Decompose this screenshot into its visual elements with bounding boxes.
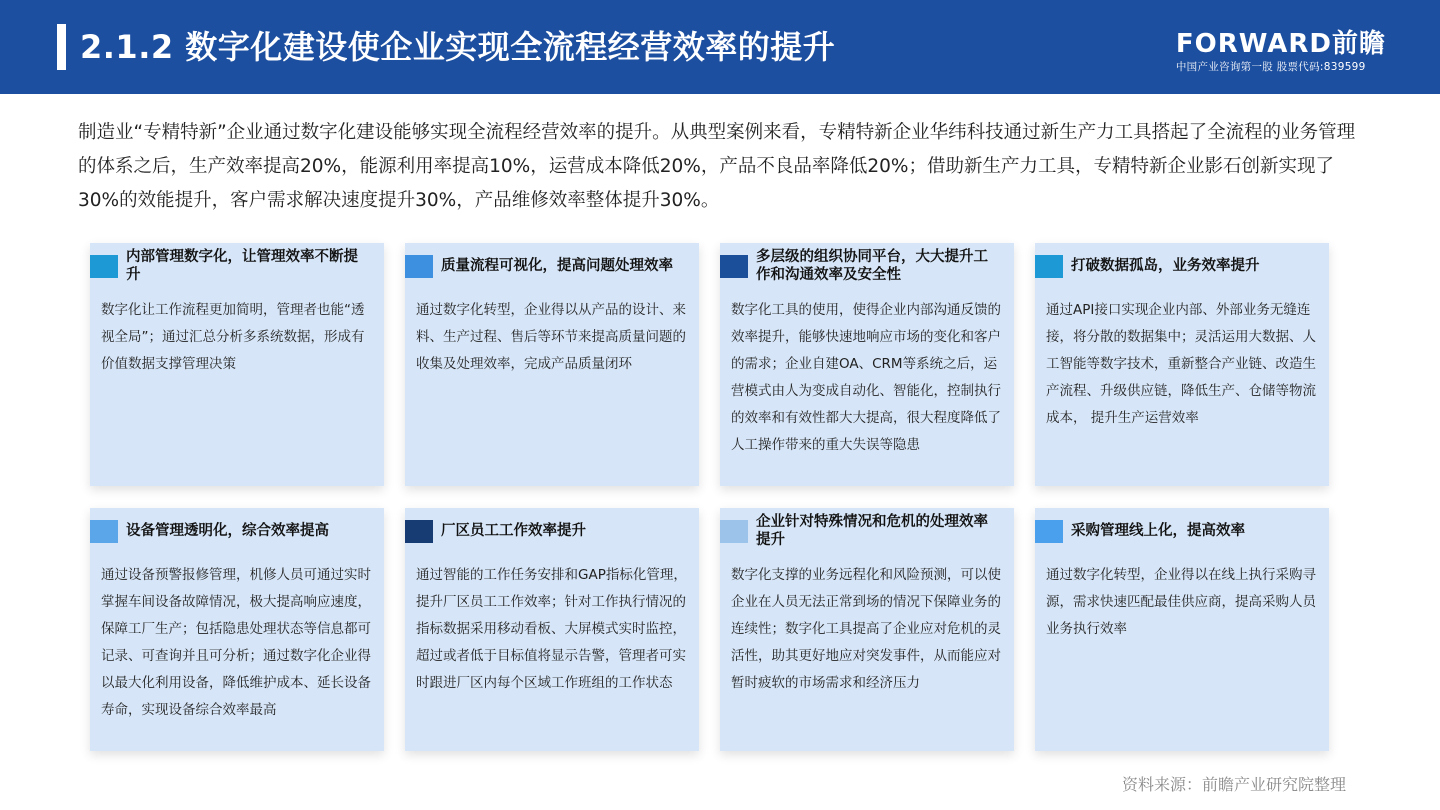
card-body: 通过数字化转型，企业得以在线上执行采购寻源，需求快速匹配最佳供应商，提高采购人员业务执行效率 <box>1046 567 1316 637</box>
card-title: 内部管理数字化，让管理效率不断提升 <box>126 249 358 283</box>
card-header <box>720 243 1014 289</box>
card-body: 数字化支撑的业务远程化和风险预测，可以使企业在人员无法正常到场的情况下保障业务的连续性；数字化工具提高了企业应对危机的灵活性，助其更好地应对突发事件，从而能应对暂时疲软的市场需求和经济压力 <box>731 567 1001 691</box>
logo-wordmark: FORWARD前瞻 <box>1175 29 1386 59</box>
card-title: 质量流程可视化，提高问题处理效率 <box>441 258 673 274</box>
card-equipment-management <box>90 508 384 751</box>
page-title: 2.1.2 数字化建设使企业实现全流程经营效率的提升 <box>80 28 836 66</box>
card-title: 打破数据孤岛，业务效率提升 <box>1071 258 1260 274</box>
card-header <box>1035 508 1329 554</box>
card-staff-efficiency <box>405 508 699 751</box>
card-quality-process <box>405 243 699 486</box>
color-square-icon <box>405 255 433 278</box>
card-internal-management <box>90 243 384 486</box>
card-title: 多层级的组织协同平台，大大提升工作和沟通效率及安全性 <box>756 249 988 283</box>
card-grid <box>90 243 1330 751</box>
card-data-silos <box>1035 243 1329 486</box>
card-body: 通过数字化转型，企业得以从产品的设计、来料、生产过程、售后等环节来提高质量问题的收集及处理效率，完成产品质量闭环 <box>416 302 686 372</box>
card-body: 通过智能的工作任务安排和GAP指标化管理，提升厂区员工工作效率；针对工作执行情况的指标数据采用移动看板、大屏模式实时监控，超过或者低于目标值将显示告警，管理者可实时跟进厂区内每个区域工作班组的工作状态 <box>416 567 687 691</box>
card-body: 通过API接口实现企业内部、外部业务无缝连接，将分散的数据集中；灵活运用大数据、人工智能等数字技术，重新整合产业链、改造生产流程、升级供应链，降低生产、仓储等物流成本， 提升生产运营效率 <box>1046 302 1316 426</box>
card-title: 厂区员工工作效率提升 <box>441 523 586 539</box>
card-body: 数字化工具的使用，使得企业内部沟通反馈的效率提升，能够快速地响应市场的变化和客户的需求；企业自建OA、CRM等系统之后，运营模式由人为变成自动化、智能化，控制执行的效率和有效性都大大提高，很大程度降低了人工操作带来的重大失误等隐患 <box>731 302 1001 453</box>
card-header <box>90 508 384 554</box>
card-title: 企业针对特殊情况和危机的处理效率提升 <box>756 514 988 548</box>
header-banner <box>0 0 1440 94</box>
color-square-icon <box>1035 520 1063 543</box>
card-header <box>405 508 699 554</box>
color-square-icon <box>90 255 118 278</box>
color-square-icon <box>405 520 433 543</box>
intro-paragraph: 制造业“专精特新”企业通过数字化建设能够实现全流程经营效率的提升。从典型案例来看，专精特新企业华纬科技通过新生产力工具搭起了全流程的业务管理的体系之后，生产效率提高20%，能源利用率提高10%，运营成本降低20%，产品不良品率降低20%；借助新生产力工具，专精特新企业影石创新实现了30%的效能提升，客户需求解决速度提升30%，产品维修效率整体提升30%。 <box>78 122 1356 211</box>
card-body: 通过设备预警报修管理，机修人员可通过实时掌握车间设备故障情况，极大提高响应速度，保障工厂生产；包括隐患处理状态等信息都可记录、可查询并且可分析；通过数字化企业得以最大化利用设备，降低维护成本、延长设备寿命，实现设备综合效率最高 <box>101 567 371 718</box>
card-header <box>720 508 1014 554</box>
card-header <box>405 243 699 289</box>
card-header <box>90 243 384 289</box>
card-crisis-handling <box>720 508 1014 751</box>
card-procurement-online <box>1035 508 1329 751</box>
color-square-icon <box>1035 255 1063 278</box>
brand-logo <box>1176 30 1386 74</box>
card-title: 采购管理线上化，提高效率 <box>1071 523 1245 539</box>
color-square-icon <box>90 520 118 543</box>
title-accent-bar <box>57 24 66 70</box>
logo-tagline: 中国产业咨询第一股 股票代码:839599 <box>1175 61 1366 73</box>
card-body: 数字化让工作流程更加简明，管理者也能“透视全局”；通过汇总分析多系统数据，形成有价值数据支撑管理决策 <box>101 302 365 372</box>
color-square-icon <box>720 255 748 278</box>
card-collaboration-platform <box>720 243 1014 486</box>
card-title: 设备管理透明化，综合效率提高 <box>126 523 329 539</box>
source-note: 资料来源：前瞻产业研究院整理 <box>1121 775 1346 794</box>
color-square-icon <box>720 520 748 543</box>
card-header <box>1035 243 1329 289</box>
